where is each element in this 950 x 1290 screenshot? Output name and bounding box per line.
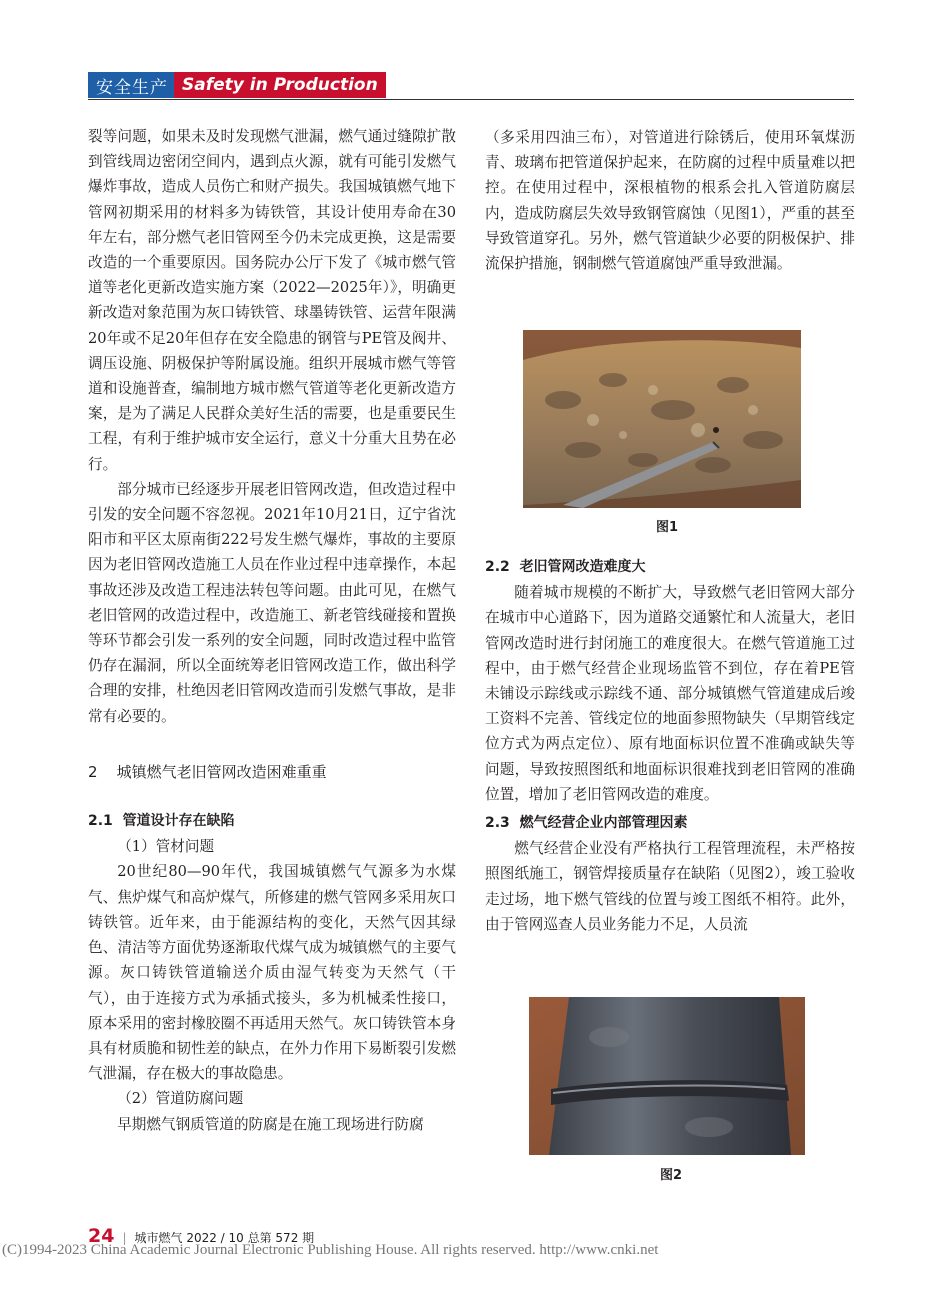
- section-title-en: Safety in Production: [174, 72, 386, 98]
- paragraph: 燃气经营企业没有严格执行工程管理流程，未严格按照图纸施工，钢管焊接质量存在缺陷（见图2），竣工验收走过场，地下燃气管线的位置与竣工图纸不相符。此外，由于管网巡查人员业务能力不足，人员流: [485, 840, 855, 933]
- figure-2-welded-pipe-photo: [529, 997, 805, 1155]
- figure-1-corroded-pipe-photo: [523, 330, 801, 508]
- subsection-heading-2-1: [88, 809, 456, 834]
- paragraph: （多采用四油三布），对管道进行除锈后，使用环氧煤沥青、玻璃布把管道保护起来，在防腐的过程中质量难以把控。在使用过程中，深根植物的根系会扎入管道防腐层内，造成防腐层失效导致钢管腐蚀（见图1），严重的甚至导致管道穿孔。另外，燃气管道缺少必要的阴极保护、排流保护措施，钢制燃气管道腐蚀严重导致泄漏。: [485, 129, 855, 273]
- left-column: [88, 124, 456, 1137]
- page-number: 24: [88, 1225, 115, 1247]
- paragraph: 随着城市规模的不断扩大，导致燃气老旧管网大部分在城市中心道路下，因为道路交通繁忙和人流量大，老旧管网改造时进行封闭施工的难度很大。在燃气管道施工过程中，由于燃气经营企业现场监管不到位，存在着PE管未铺设示踪线或示踪线不通、部分城镇燃气管道建成后竣工资料不完善、管线定位的地面参照物缺失（早期管线定位方式为两点定位）、原有地面标识位置不准确或缺失等问题，导致按照图纸和地面标识很难找到老旧管网的准确位置，增加了老旧管网改造的难度。: [485, 584, 855, 803]
- subsection-title: 管道设计存在缺陷: [122, 813, 235, 830]
- header-rule: [88, 99, 854, 100]
- subsection-title: 老旧管网改造难度大: [519, 559, 646, 575]
- subsection-number: 2.2: [485, 559, 510, 575]
- subsection-heading-2-3: [485, 811, 855, 836]
- paragraph: 20世纪80—90年代，我国城镇燃气气源多为水煤气、焦炉煤气和高炉煤气，所修建的燃气管网多采用灰口铸铁管。近年来，由于能源结构的变化，天然气因其绿色、清洁等方面优势逐渐取代煤气成为城镇燃气的主要气源。灰口铸铁管道输送介质由湿气转变为天然气（干气），由于连接方式为承插式接头，多为机械柔性接口，原本采用的密封橡胶圈不再适用天然气。灰口铸铁管本身具有材质脆和韧性差的缺点，在外力作用下易断裂引发燃气泄漏，存在极大的事故隐患。: [88, 863, 456, 1083]
- paragraph: 早期燃气钢质管道的防腐是在施工现场进行防腐: [117, 1115, 424, 1133]
- section-heading-2: [88, 760, 456, 785]
- sub-item-heading: （2）管道防腐问题: [117, 1090, 244, 1108]
- subsection-number: 2.1: [88, 813, 113, 830]
- figure-1-caption: 图1: [656, 520, 679, 535]
- copyright-notice: (C)1994-2023 China Academic Journal Electronic Publishing House. All rights reserved. http://www.cnki.net: [2, 1242, 659, 1258]
- footer-separator: |: [122, 1231, 127, 1245]
- section-title-zh: 安全生产: [88, 72, 174, 98]
- paragraph: 部分城市已经逐步开展老旧管网改造，但改造过程中引发的安全问题不容忽视。2021年10月21日，辽宁省沈阳市和平区太原南街222号发生燃气爆炸，事故的主要原因为老旧管网改造施工人员在作业过程中违章操作，本起事故还涉及改造工程违法转包等问题。由此可见，在燃气老旧管网的改造过程中，改造施工、新老管线碰接和置换等环节都会引发一系列的安全问题，同时改造过程中监管仍存在漏洞，所以全面统筹老旧管网改造工作，做出科学合理的安排，杜绝因老旧管网改造而引发燃气事故，是非常有必要的。: [88, 480, 456, 725]
- section-header: [88, 72, 386, 98]
- section-title: 城镇燃气老旧管网改造困难重重: [116, 762, 327, 781]
- paragraph: 裂等问题，如果未及时发现燃气泄漏，燃气通过缝隙扩散到管线周边密闭空间内，遇到点火源，就有可能引发燃气爆炸事故，造成人员伤亡和财产损失。我国城镇燃气地下管网初期采用的材料多为铸铁管，其设计使用寿命在30年左右，部分燃气老旧管网至今仍未完成更换，这是需要改造的一个重要原因。国务院办公厅下发了《城市燃气管道等老化更新改造实施方案（2022—2025年）》，明确更新改造对象范围为灰口铸铁管、球墨铸铁管、运营年限满20年或不足20年但存在安全隐患的钢管与PE管及阀井、调压设施、阴极保护等附属设施。组织开展城市燃气等管道和设施普查，编制地方城市燃气管道等老化更新改造方案，是为了满足人民群众美好生活的需要，也是重要民生工程，有利于维护城市安全运行，意义十分重大且势在必行。: [88, 128, 456, 473]
- right-column-lower: [485, 551, 855, 937]
- figure-2-caption: 图2: [660, 1168, 683, 1183]
- sub-item-heading: （1）管材问题: [117, 838, 215, 856]
- subsection-number: 2.3: [485, 815, 510, 832]
- subsection-heading-2-2: [485, 555, 855, 580]
- subsection-title: 燃气经营企业内部管理因素: [519, 815, 688, 832]
- journal-info: 城市燃气 2022 / 10 总第 572 期: [134, 1231, 315, 1245]
- right-column: [485, 125, 855, 276]
- section-number: 2: [88, 762, 98, 781]
